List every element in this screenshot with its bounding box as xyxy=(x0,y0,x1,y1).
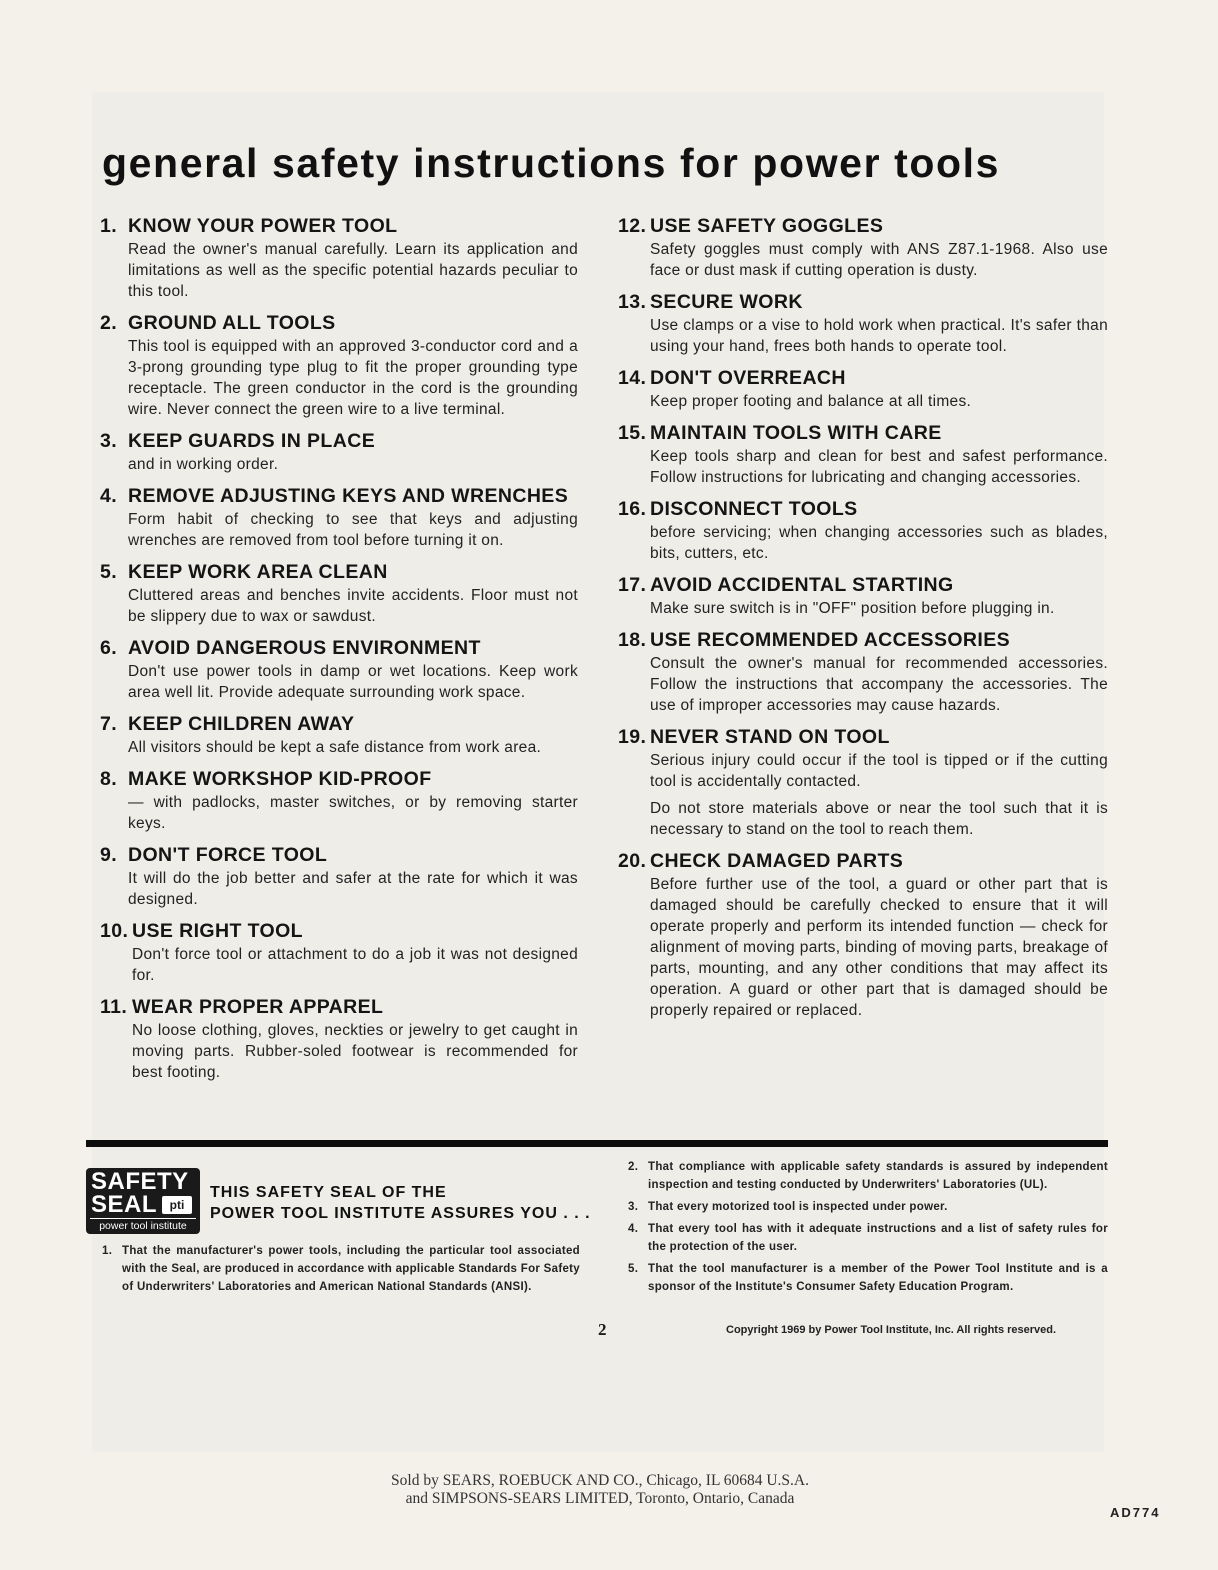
document-code: AD774 xyxy=(1110,1505,1161,1520)
instruction-body: No loose clothing, gloves, neckties or jewelry to get caught in moving parts. Rubber-soled footwear is recommended for best footing. xyxy=(132,1022,578,1081)
instructions-right-column xyxy=(618,215,1108,1031)
sold-by-line2: and SIMPSONS-SEARS LIMITED, Toronto, Ontario, Canada xyxy=(405,1490,795,1507)
instruction-item xyxy=(100,768,578,834)
instruction-body: Safety goggles must comply with ANS Z87.1-1968. Also use face or dust mask if cutting operation is dusty. xyxy=(650,241,1108,279)
instruction-heading: NEVER STAND ON TOOL xyxy=(650,726,890,748)
instruction-heading: MAINTAIN TOOLS WITH CARE xyxy=(650,422,942,444)
pti-logo: pti xyxy=(162,1196,192,1214)
instruction-item xyxy=(618,629,1108,716)
seal-heading-line1: THIS SAFETY SEAL OF THE xyxy=(210,1184,447,1201)
instruction-number: 19. xyxy=(618,726,647,748)
instruction-heading: KEEP WORK AREA CLEAN xyxy=(128,561,388,583)
instruction-heading: KEEP CHILDREN AWAY xyxy=(128,713,355,735)
instruction-body: Form habit of checking to see that keys and adjusting wrenches are removed from tool before turning it on. xyxy=(128,511,578,549)
instruction-body: before servicing; when changing accessories such as blades, bits, cutters, etc. xyxy=(650,524,1108,562)
safety-seal-logo xyxy=(86,1168,200,1234)
instruction-heading: MAKE WORKSHOP KID-PROOF xyxy=(128,768,432,790)
instruction-item xyxy=(618,574,1108,619)
instruction-item xyxy=(618,422,1108,488)
instruction-body: Read the owner's manual carefully. Learn its application and limitations as well as the specific potential hazards peculiar to this tool. xyxy=(128,241,578,300)
assurance-number: 1. xyxy=(102,1245,113,1257)
seal-heading-line2: POWER TOOL INSTITUTE ASSURES YOU . . . xyxy=(210,1205,591,1222)
instruction-item xyxy=(618,726,1108,840)
instruction-number: 15. xyxy=(618,422,647,444)
instruction-body: Keep proper footing and balance at all times. xyxy=(650,393,972,410)
copyright-notice: Copyright 1969 by Power Tool Institute, Inc. All rights reserved. xyxy=(726,1324,1057,1336)
instruction-heading: USE RIGHT TOOL xyxy=(132,920,303,942)
divider-rule xyxy=(86,1140,1108,1147)
instruction-body: It will do the job better and safer at the rate for which it was designed. xyxy=(128,870,578,908)
instruction-item xyxy=(618,850,1108,1021)
assurance-list-right xyxy=(628,1158,1108,1300)
instructions-left-column xyxy=(100,215,578,1093)
seal-caption: power tool institute xyxy=(90,1218,196,1233)
assurance-number: 4. xyxy=(628,1223,639,1235)
instruction-heading: DISCONNECT TOOLS xyxy=(650,498,858,520)
instruction-heading: DON'T FORCE TOOL xyxy=(128,844,328,866)
instruction-body: Don't force tool or attachment to do a job it was not designed for. xyxy=(132,946,578,984)
assurance-number: 5. xyxy=(628,1263,639,1275)
page-number: 2 xyxy=(598,1320,607,1339)
instruction-heading: AVOID DANGEROUS ENVIRONMENT xyxy=(128,637,481,659)
instruction-number: 14. xyxy=(618,367,647,389)
instruction-item xyxy=(618,498,1108,564)
instruction-heading: KEEP GUARDS IN PLACE xyxy=(128,430,376,452)
assurance-text: That the manufacturer's power tools, including the particular tool associated with the Seal, are produced in accordance with applicable Standards For Safety of Underwriters' Laboratories and American National Standards (ANSI). xyxy=(122,1245,580,1293)
instruction-number: 4. xyxy=(100,485,118,507)
instruction-body: Make sure switch is in "OFF" position before plugging in. xyxy=(650,600,1055,617)
instruction-body: This tool is equipped with an approved 3-conductor cord and a 3-prong grounding type plug to fit the proper grounding type receptacle. The green conductor in the cord is the grounding wire. Never connect the green wire to a live terminal. xyxy=(128,338,578,418)
instruction-body: and in working order. xyxy=(128,456,279,473)
seal-line-seal: SEAL xyxy=(91,1191,158,1218)
assurance-item xyxy=(628,1220,1108,1256)
instruction-body: Serious injury could occur if the tool is tipped or if the cutting tool is accidentally contacted. xyxy=(650,752,1108,790)
sold-by-line1: Sold by SEARS, ROEBUCK AND CO., Chicago, IL 60684 U.S.A. xyxy=(391,1472,809,1489)
instruction-body: Keep tools sharp and clean for best and safest performance. Follow instructions for lubricating and changing accessories. xyxy=(650,448,1108,486)
page-title: general safety instructions for power tools xyxy=(102,140,1001,186)
assurance-item xyxy=(628,1198,1108,1216)
instruction-number: 18. xyxy=(618,629,647,651)
sold-by-footer xyxy=(300,1472,900,1508)
instruction-item xyxy=(100,713,578,758)
instruction-body: All visitors should be kept a safe distance from work area. xyxy=(128,739,542,756)
instruction-body: — with padlocks, master switches, or by removing starter keys. xyxy=(128,794,578,832)
instruction-item xyxy=(618,367,1108,412)
instruction-item xyxy=(618,291,1108,357)
instruction-body: Consult the owner's manual for recommended accessories. Follow the instructions that accompany the accessories. The use of improper accessories may cause hazards. xyxy=(650,655,1108,714)
instruction-body: Don't use power tools in damp or wet locations. Keep work area well lit. Provide adequate surrounding work space. xyxy=(128,663,578,701)
seal-heading xyxy=(210,1182,591,1224)
instruction-item xyxy=(100,844,578,910)
instruction-number: 5. xyxy=(100,561,118,583)
instruction-number: 3. xyxy=(100,430,118,452)
instruction-heading: SECURE WORK xyxy=(650,291,803,313)
assurance-text: That compliance with applicable safety standards is assured by independent inspection and testing conducted by Underwriters' Laboratories (UL). xyxy=(648,1161,1108,1191)
instruction-heading: GROUND ALL TOOLS xyxy=(128,312,336,334)
instruction-number: 13. xyxy=(618,291,647,313)
instruction-item xyxy=(100,561,578,627)
instruction-number: 2. xyxy=(100,312,118,334)
assurance-item xyxy=(102,1242,580,1296)
instruction-heading: AVOID ACCIDENTAL STARTING xyxy=(650,574,954,596)
instruction-body: Use clamps or a vise to hold work when practical. It's safer than using your hand, frees both hands to operate tool. xyxy=(650,317,1108,355)
instruction-number: 20. xyxy=(618,850,647,872)
instruction-number: 10. xyxy=(100,920,129,942)
instruction-heading: REMOVE ADJUSTING KEYS AND WRENCHES xyxy=(128,485,569,507)
assurance-text: That every motorized tool is inspected under power. xyxy=(648,1201,948,1213)
instruction-heading: CHECK DAMAGED PARTS xyxy=(650,850,904,872)
instruction-heading: USE RECOMMENDED ACCESSORIES xyxy=(650,629,1011,651)
instruction-heading: DON'T OVERREACH xyxy=(650,367,846,389)
assurance-number: 2. xyxy=(628,1161,639,1173)
instruction-body: Do not store materials above or near the tool such that it is necessary to stand on the tool to reach them. xyxy=(650,800,1108,838)
instruction-item xyxy=(100,996,578,1083)
assurance-list-left xyxy=(102,1242,580,1300)
instruction-item xyxy=(100,920,578,986)
instruction-item xyxy=(100,430,578,475)
instruction-item xyxy=(100,312,578,420)
instruction-number: 1. xyxy=(100,215,118,237)
instruction-body: Before further use of the tool, a guard or other part that is damaged should be carefully checked to ensure that it will operate properly and perform its intended function — check for alignment of moving parts, binding of moving parts, breakage of parts, mounting, and any other conditions that may affect its operation. A guard or other part that is damaged should be properly repaired or replaced. xyxy=(650,876,1108,1019)
instruction-item xyxy=(618,215,1108,281)
instruction-body: Cluttered areas and benches invite accidents. Floor must not be slippery due to wax or sawdust. xyxy=(128,587,578,625)
instruction-number: 9. xyxy=(100,844,118,866)
instruction-number: 12. xyxy=(618,215,647,237)
instruction-number: 8. xyxy=(100,768,118,790)
instruction-number: 7. xyxy=(100,713,118,735)
seal-line-safety: SAFETY xyxy=(91,1168,189,1195)
instruction-item xyxy=(100,485,578,551)
assurance-item xyxy=(628,1260,1108,1296)
assurance-text: That every tool has with it adequate instructions and a list of safety rules for the protection of the user. xyxy=(648,1223,1108,1253)
instruction-heading: KNOW YOUR POWER TOOL xyxy=(128,215,398,237)
instruction-number: 6. xyxy=(100,637,118,659)
instruction-number: 11. xyxy=(100,996,128,1018)
instruction-heading: WEAR PROPER APPAREL xyxy=(132,996,384,1018)
instruction-item xyxy=(100,215,578,302)
assurance-item xyxy=(628,1158,1108,1194)
instruction-number: 16. xyxy=(618,498,647,520)
instruction-number: 17. xyxy=(618,574,647,596)
assurance-text: That the tool manufacturer is a member of the Power Tool Institute and is a sponsor of the Institute's Consumer Safety Education Program. xyxy=(648,1263,1108,1293)
assurance-number: 3. xyxy=(628,1201,639,1213)
instruction-item xyxy=(100,637,578,703)
instruction-heading: USE SAFETY GOGGLES xyxy=(650,215,884,237)
